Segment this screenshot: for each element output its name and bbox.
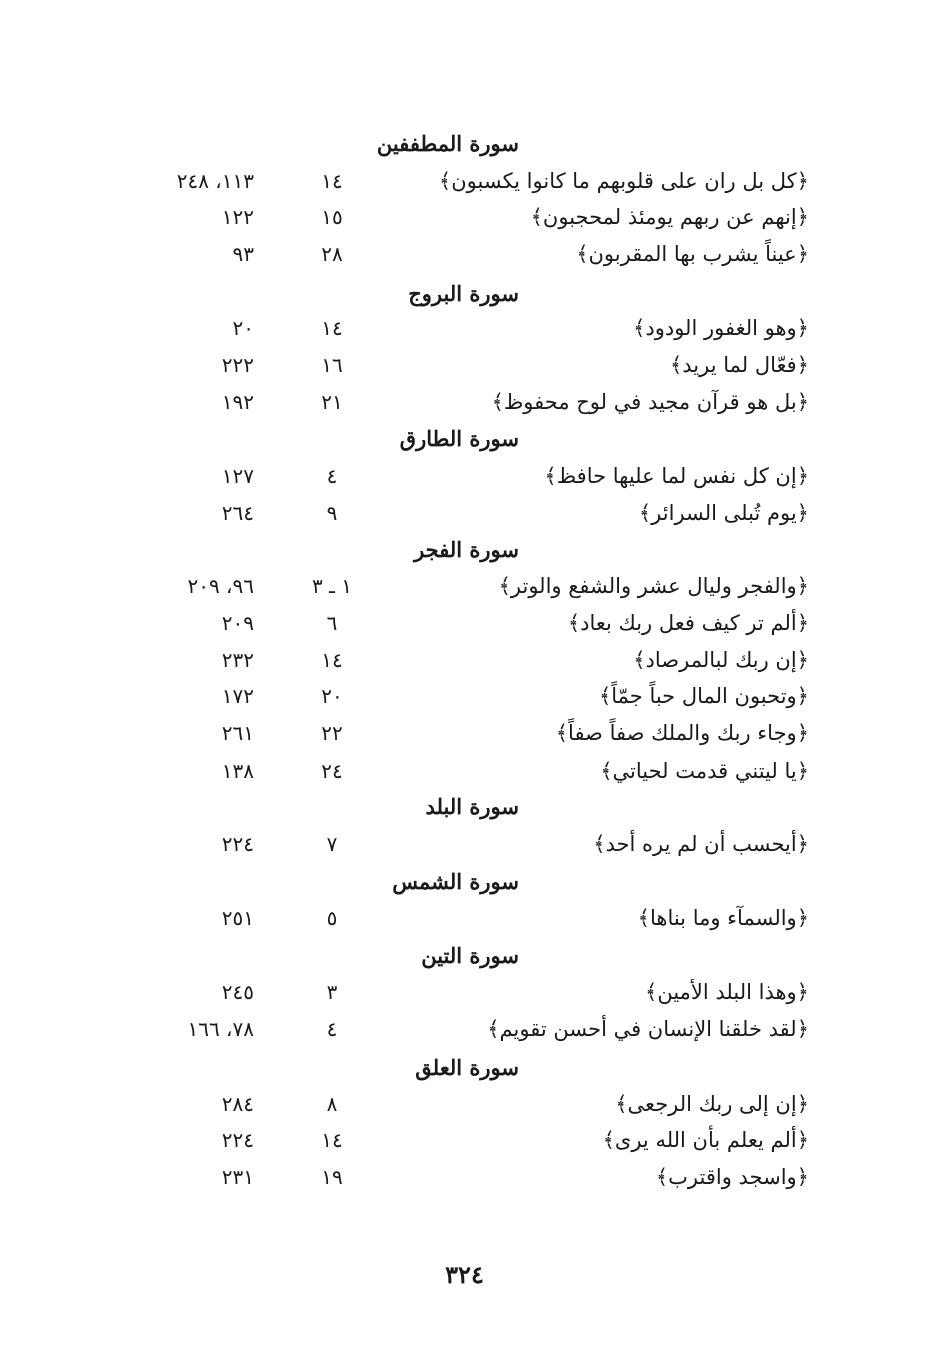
verse-row xyxy=(0,678,929,714)
page-number: ٣٢٤ xyxy=(445,1260,484,1289)
verse-text: ﴿والسمآء وما بناها﴾ xyxy=(637,906,809,930)
verse-text: ﴿يوم تُبلى السرائر﴾ xyxy=(638,501,809,525)
verse-text: ﴿ألم يعلم بأن الله يرى﴾ xyxy=(602,1128,809,1152)
verse-row xyxy=(0,458,929,494)
page-refs: ٢٠٩ xyxy=(221,611,254,635)
page-refs: ٢٥١ xyxy=(221,906,254,930)
page-refs: ٢٢٤ xyxy=(221,832,254,856)
verse-text: ﴿ألم تر كيف فعل ربك بعاد﴾ xyxy=(567,611,809,635)
page-refs: ٢٣٢ xyxy=(221,648,254,672)
verse-text: ﴿عيناً يشرب بها المقربون﴾ xyxy=(576,242,809,266)
ayah-number: ١٤ xyxy=(321,1128,343,1152)
ayah-number: ١٤ xyxy=(321,648,343,672)
verse-row xyxy=(0,384,929,420)
page-refs: ٢٠ xyxy=(232,316,254,340)
verse-row xyxy=(0,974,929,1010)
verse-text: ﴿والفجر وليال عشر والشفع والوتر﴾ xyxy=(498,574,809,598)
ayah-number: ٢١ xyxy=(321,390,343,414)
verse-text: ﴿يا ليتني قدمت لحياتي﴾ xyxy=(600,759,809,783)
ayah-number: ٥ xyxy=(326,906,338,930)
surah-heading: سورة التين xyxy=(421,943,519,968)
verse-text: ﴿وتحبون المال حباً جمّاً﴾ xyxy=(598,684,809,708)
verse-text: ﴿أيحسب أن لم يره أحد﴾ xyxy=(593,832,809,856)
page-refs: ٩٦، ٢٠٩ xyxy=(187,574,254,598)
page-refs: ٧٨، ١٦٦ xyxy=(187,1017,254,1041)
page-refs: ١٩٢ xyxy=(221,390,254,414)
page-refs: ١٧٢ xyxy=(221,684,254,708)
surah-heading: سورة العلق xyxy=(415,1055,519,1080)
page-refs: ١٢٢ xyxy=(221,205,254,229)
ayah-number: ٢٤ xyxy=(321,759,343,783)
verse-text: ﴿إن إلى ربك الرجعى﴾ xyxy=(615,1092,809,1116)
page-refs: ١١٣، ٢٤٨ xyxy=(176,169,254,193)
verse-row xyxy=(0,900,929,936)
verse-text: ﴿إن ربك لبالمرصاد﴾ xyxy=(633,648,809,672)
verse-text: ﴿فعّال لما يريد﴾ xyxy=(669,353,809,377)
ayah-number: ٢٠ xyxy=(321,684,343,708)
verse-text: ﴿لقد خلقنا الإنسان في أحسن تقويم﴾ xyxy=(487,1017,809,1041)
verse-row xyxy=(0,347,929,383)
ayah-number: ١٩ xyxy=(321,1165,343,1189)
ayah-number: ٤ xyxy=(326,464,338,488)
verse-row xyxy=(0,199,929,235)
verse-row xyxy=(0,1086,929,1122)
ayah-number: ١٤ xyxy=(321,169,343,193)
verse-row xyxy=(0,1159,929,1195)
ayah-number: ١٤ xyxy=(321,316,343,340)
verse-text: ﴿وجاء ربك والملك صفاً صفاً﴾ xyxy=(555,721,809,745)
ayah-number: ٧ xyxy=(326,832,338,856)
surah-heading: سورة الفجر xyxy=(414,537,519,562)
verse-text: ﴿كل بل ران على قلوبهم ما كانوا يكسبون﴾ xyxy=(438,169,809,193)
ayah-number: ٣ xyxy=(326,980,338,1004)
verse-text: ﴿وهذا البلد الأمين﴾ xyxy=(645,980,809,1004)
verse-row xyxy=(0,715,929,751)
verse-text: ﴿واسجد واقترب﴾ xyxy=(655,1165,809,1189)
ayah-number: ٨ xyxy=(326,1092,338,1116)
surah-heading: سورة الطارق xyxy=(399,426,519,451)
verse-row xyxy=(0,310,929,346)
surah-heading: سورة البروج xyxy=(408,281,519,306)
verse-text: ﴿وهو الغفور الودود﴾ xyxy=(633,316,809,340)
page-refs: ٢٢٤ xyxy=(221,1128,254,1152)
page-refs: ٩٣ xyxy=(232,242,254,266)
ayah-number: ٤ xyxy=(326,1017,338,1041)
page-refs: ٢٢٢ xyxy=(221,353,254,377)
ayah-number: ٢٨ xyxy=(321,242,343,266)
ayah-number: ١٦ xyxy=(321,353,343,377)
page-refs: ٢٦١ xyxy=(221,721,254,745)
ayah-number: ١٥ xyxy=(321,205,343,229)
surah-heading: سورة المطففين xyxy=(376,131,519,156)
page-refs: ١٣٨ xyxy=(221,759,254,783)
ayah-number: ٢٢ xyxy=(321,721,343,745)
page-refs: ٢٣١ xyxy=(221,1165,254,1189)
surah-heading: سورة الشمس xyxy=(392,869,519,894)
page-refs: ٢٦٤ xyxy=(221,501,254,525)
surah-heading: سورة البلد xyxy=(425,794,519,819)
verse-row xyxy=(0,236,929,272)
page-refs: ١٢٧ xyxy=(221,464,254,488)
verse-row xyxy=(0,495,929,531)
verse-row xyxy=(0,1122,929,1158)
page-refs: ٢٤٥ xyxy=(221,980,254,1004)
verse-row xyxy=(0,1011,929,1047)
page-refs: ٢٨٤ xyxy=(221,1092,254,1116)
verse-row xyxy=(0,568,929,604)
verse-text: ﴿إنهم عن ربهم يومئذ لمحجبون﴾ xyxy=(530,205,809,229)
ayah-number: ٦ xyxy=(326,611,338,635)
verse-text: ﴿بل هو قرآن مجيد في لوح محفوظ﴾ xyxy=(491,390,809,414)
ayah-number: ١ ـ ٣ xyxy=(311,574,353,598)
verse-row xyxy=(0,642,929,678)
verse-row xyxy=(0,826,929,862)
verse-text: ﴿إن كل نفس لما عليها حافظ﴾ xyxy=(544,464,809,488)
verse-row xyxy=(0,753,929,789)
verse-row xyxy=(0,605,929,641)
verse-row xyxy=(0,163,929,199)
ayah-number: ٩ xyxy=(326,501,338,525)
